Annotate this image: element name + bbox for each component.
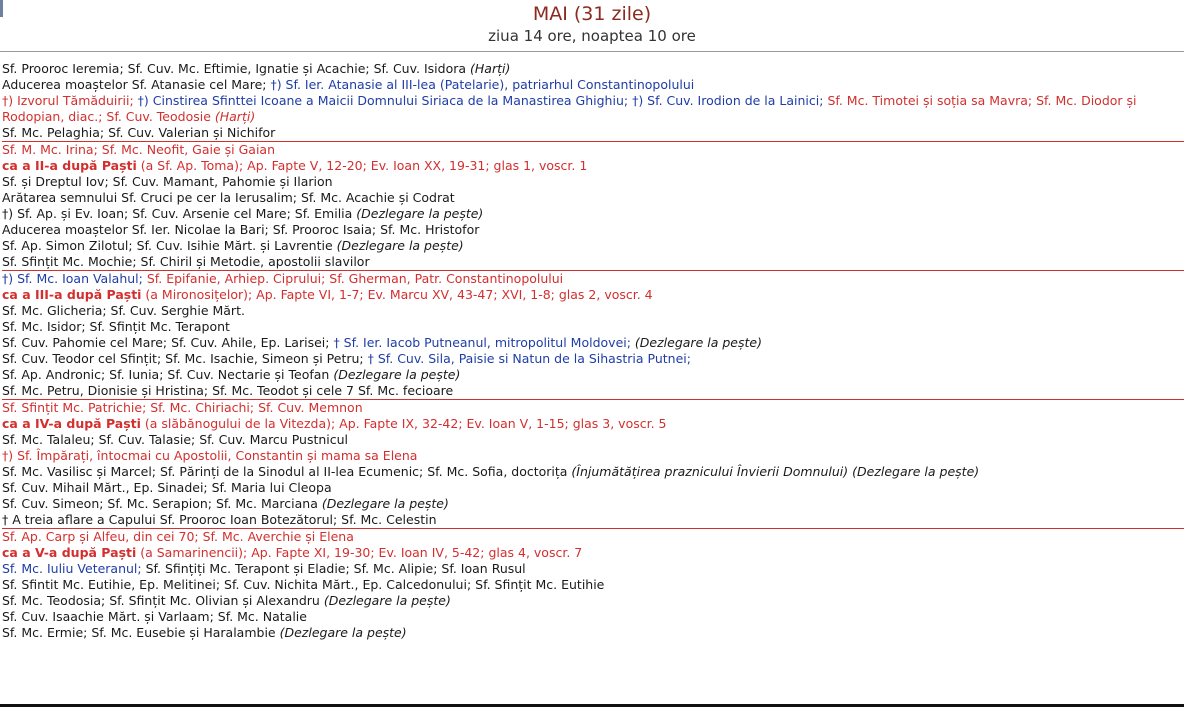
day-entry-text: Sf. Ap. Carp și Alfeu, din cei 70; Sf. Mc. Averchie și Elena <box>2 529 354 544</box>
calendar-day-row <box>2 593 1184 609</box>
calendar-day-row <box>2 512 1184 528</box>
calendar-list <box>2 61 1184 641</box>
day-entry-text: Sf. Mc. Talaleu; Sf. Cuv. Talasie; Sf. Cuv. Marcu Pustnicul <box>2 432 349 447</box>
calendar-day-row <box>2 238 1184 254</box>
calendar-day-row <box>2 464 1184 480</box>
day-entry-text: Sf. Mc. Pelaghia; Sf. Cuv. Valerian și Nichifor <box>2 125 276 140</box>
day-entry-text: (Dezlegare la pește) <box>323 593 451 608</box>
day-entry-text: Sf. Cuv. Simeon; Sf. Mc. Serapion; Sf. Mc. Marciana <box>2 496 322 511</box>
day-entry-text: Sf. Mc. Isidor; Sf. Sfințit Mc. Terapont <box>2 319 230 334</box>
calendar-day-row <box>2 625 1184 641</box>
day-entry-text: †) Izvorul Tămăduirii; <box>2 93 138 108</box>
calendar-day-row <box>2 319 1184 335</box>
day-entry-text: †) Cinstirea Sfinttei Icoane a Maicii Domnului Siriaca de la Manastirea Ghighiu; <box>137 93 633 108</box>
calendar-day-row <box>2 351 1184 367</box>
day-entry-text: (Dezlegare la pește) <box>333 367 461 382</box>
month-header <box>0 0 1184 46</box>
page-title: MAI (31 zile) <box>532 3 652 25</box>
day-entry-text: Sf. Cuv. Teodor cel Sfințit; Sf. Mc. Isachie, Simeon și Petru; <box>2 351 368 366</box>
day-entry-text: (Dezlegare la pește) <box>321 496 449 511</box>
day-entry-text: ca a V-a după Paști <box>2 545 137 560</box>
page-subtitle: ziua 14 ore, noaptea 10 ore <box>488 27 696 45</box>
calendar-day-row <box>2 93 1184 125</box>
day-entry-text: Sf. Ap. Andronic; Sf. Iunia; Sf. Cuv. Nectarie și Teofan <box>2 367 334 382</box>
calendar-day-row <box>2 254 1184 270</box>
day-entry-text: ca a IV-a după Paști <box>2 416 141 431</box>
day-entry-text: Aducerea moaștelor Sf. Atanasie cel Mare; <box>2 77 271 92</box>
day-entry-text: Sf. Mc. Timotei și soția sa Mavra; Sf. Mc. Diodor și Rodopian, diac.; Sf. Cuv. Teodosie <box>2 93 1137 124</box>
calendar-day-row <box>2 528 1184 545</box>
day-entry-text: (Dezlegare la pește) <box>336 238 464 253</box>
day-entry-text: Sf. Sfintit Mc. Eutihie, Ep. Melitinei; Sf. Cuv. Nichita Mărt., Ep. Calcedonului; Sf. Sfințit Mc. Eutihie <box>2 577 605 592</box>
day-entry-text: Sf. Mc. Teodosia; Sf. Sfințit Mc. Olivian și Alexandru <box>2 593 324 608</box>
calendar-day-row <box>2 496 1184 512</box>
day-entry-text: (a Sf. Ap. Toma); Ap. Fapte V, 12-20; Ev. Ioan XX, 19-31; glas 1, voscr. 1 <box>136 158 588 173</box>
day-entry-text: Sf. Sfințit Mc. Mochie; Sf. Chiril și Metodie, apostolii slavilor <box>2 254 370 269</box>
day-entry-text: †) Sf. Ap. și Ev. Ioan; Sf. Cuv. Arsenie cel Mare; Sf. Emilia <box>2 206 357 221</box>
calendar-day-row <box>2 141 1184 158</box>
day-entry-text: (Dezlegare la pește) <box>279 625 407 640</box>
day-entry-text: †) Sf. Mc. Ioan Valahul; <box>2 271 147 286</box>
calendar-day-row <box>2 174 1184 190</box>
calendar-day-row <box>2 287 1184 303</box>
day-entry-text: †) Sf. Cuv. Irodion de la Lainici; <box>632 93 828 108</box>
calendar-day-row <box>2 335 1184 351</box>
calendar-day-row <box>2 561 1184 577</box>
day-entry-text: Aducerea moaștelor Sf. Ier. Nicolae la Bari; Sf. Prooroc Isaia; Sf. Mc. Hristofor <box>2 222 480 237</box>
calendar-day-row <box>2 222 1184 238</box>
calendar-day-row <box>2 383 1184 399</box>
day-entry-text: Sf. Cuv. Pahomie cel Mare; Sf. Cuv. Ahile, Ep. Larisei; <box>2 335 334 350</box>
day-entry-text: Sf. Ap. Simon Zilotul; Sf. Cuv. Isihie Mărt. și Lavrentie <box>2 238 337 253</box>
day-entry-text: Sf. Prooroc Ieremia; Sf. Cuv. Mc. Eftimie, Ignatie și Acachie; Sf. Cuv. Isidora <box>2 61 471 76</box>
calendar-day-row <box>2 545 1184 561</box>
day-entry-text: Sf. M. Mc. Irina; Sf. Mc. Neofit, Gaie și Gaian <box>2 142 276 157</box>
day-entry-text: Sf. Mc. Vasilisc și Marcel; Sf. Părinți de la Sinodul al II-lea Ecumenic; Sf. Mc. Sofia, doctorița <box>2 464 572 479</box>
day-entry-text: (Harți) <box>214 109 256 124</box>
day-entry-text: (a slăbănogului de la Vitezda); Ap. Fapte IX, 32-42; Ev. Ioan V, 1-15; glas 3, voscr. 5 <box>140 416 667 431</box>
calendar-day-row <box>2 61 1184 77</box>
day-entry-text: Sf. Mc. Ermie; Sf. Mc. Eusebie și Haralambie <box>2 625 280 640</box>
calendar-day-row <box>2 399 1184 416</box>
day-entry-text: (Dezlegare la pește) <box>634 335 762 350</box>
day-entry-text: (Harți) <box>470 61 511 76</box>
calendar-day-row <box>2 125 1184 141</box>
day-entry-text: ca a II-a după Paști <box>2 158 137 173</box>
day-entry-text: Sf. Epifanie, Arhiep. Ciprului; Sf. Gherman, Patr. Constantinopolului <box>146 271 564 286</box>
day-entry-text: Sf. Sfințiți Mc. Terapont și Eladie; Sf. Mc. Alipie; Sf. Ioan Rusul <box>145 561 526 576</box>
day-entry-text: †) Sf. Împărați, întocmai cu Apostolii, Constantin și mama sa Elena <box>2 448 418 463</box>
day-entry-text: (a Mironosițelor); Ap. Fapte VI, 1-7; Ev. Marcu XV, 43-47; XVI, 1-8; glas 2, voscr. 4 <box>141 287 653 302</box>
calendar-day-row <box>2 577 1184 593</box>
day-entry-text: Sf. Mc. Petru, Dionisie și Hristina; Sf. Mc. Teodot și cele 7 Sf. Mc. fecioare <box>2 383 454 398</box>
day-entry-text: Sf. Mc. Iuliu Veteranul; <box>2 561 146 576</box>
day-entry-text: Sf. Cuv. Mihail Mărt., Ep. Sinadei; Sf. Maria lui Cleopa <box>2 480 332 495</box>
day-entry-text: Sf. și Dreptul Iov; Sf. Cuv. Mamant, Pahomie și Ilarion <box>2 174 333 189</box>
day-entry-text: (Dezlegare la pește) <box>356 206 484 221</box>
day-entry-text: †) Sf. Ier. Atanasie al III-lea (Patelarie), patriarhul Constantinopolului <box>270 77 695 92</box>
calendar-day-row <box>2 609 1184 625</box>
header-divider <box>0 51 1184 52</box>
calendar-day-row <box>2 206 1184 222</box>
day-entry-text: Sf. Sfințit Mc. Patrichie; Sf. Mc. Chiriachi; Sf. Cuv. Memnon <box>2 400 363 415</box>
calendar-day-row <box>2 416 1184 432</box>
calendar-day-row <box>2 270 1184 287</box>
day-entry-text: † Sf. Cuv. Sila, Paisie si Natun de la Sihastria Putnei; <box>367 351 691 366</box>
calendar-day-row <box>2 432 1184 448</box>
day-entry-text: Sf. Mc. Glicheria; Sf. Cuv. Serghie Mărt. <box>2 303 245 318</box>
day-entry-text: ca a III-a după Paști <box>2 287 142 302</box>
day-entry-text: (Înjumătățirea praznicului Învierii Domnului) (Dezlegare la pește) <box>571 464 980 479</box>
calendar-day-row <box>2 303 1184 319</box>
calendar-day-row <box>2 77 1184 93</box>
day-entry-text: Sf. Cuv. Isaachie Mărt. și Varlaam; Sf. Mc. Natalie <box>2 609 307 624</box>
day-entry-text: (a Samarinencii); Ap. Fapte XI, 19-30; Ev. Ioan IV, 5-42; glas 4, voscr. 7 <box>136 545 583 560</box>
calendar-day-row <box>2 158 1184 174</box>
day-entry-text: † Sf. Ier. Iacob Putneanul, mitropolitul Moldovei; <box>333 335 635 350</box>
day-entry-text: † A treia aflare a Capului Sf. Prooroc Ioan Botezătorul; Sf. Mc. Celestin <box>2 512 437 527</box>
calendar-day-row <box>2 367 1184 383</box>
calendar-day-row <box>2 190 1184 206</box>
calendar-day-row <box>2 480 1184 496</box>
day-entry-text: Arătarea semnului Sf. Cruci pe cer la Ierusalim; Sf. Mc. Acachie și Codrat <box>2 190 455 205</box>
calendar-day-row <box>2 448 1184 464</box>
